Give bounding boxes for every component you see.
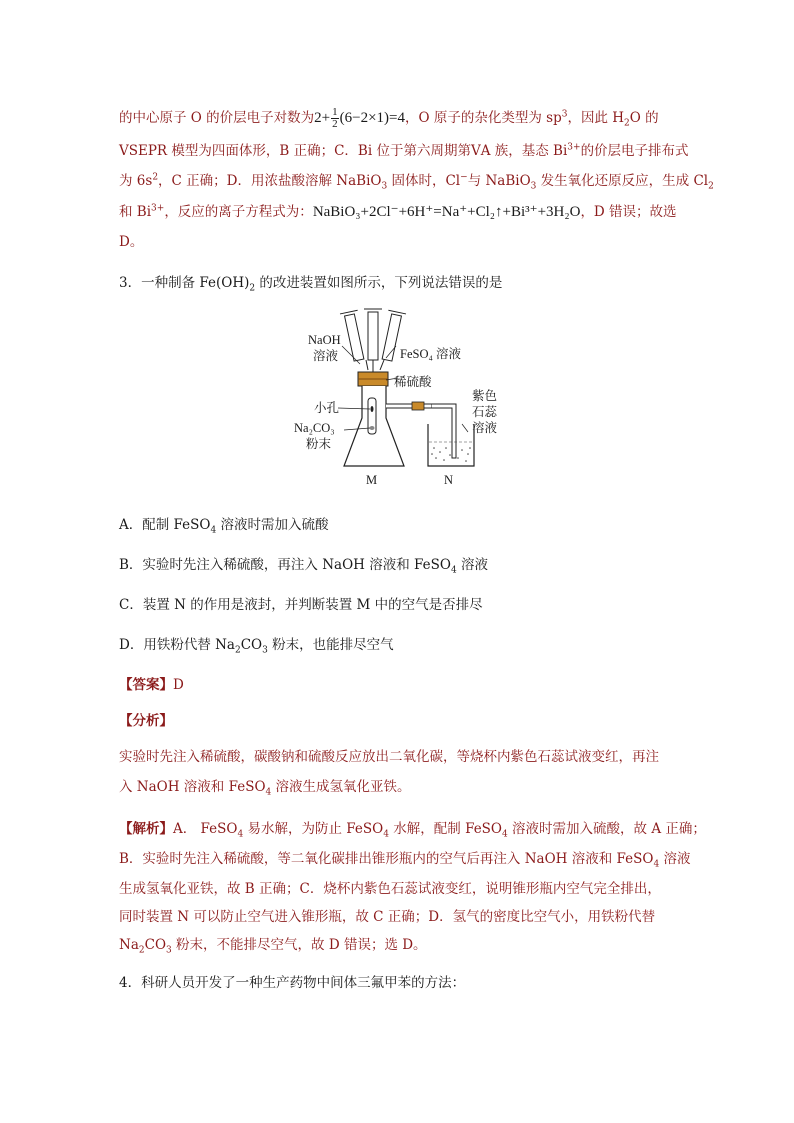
label-naoh: NaOH [308,333,341,347]
explanation-label: 【解析】 [119,821,173,837]
text-line-4: 和 $Bi^{3+}$，反应的离子方程式为：NaBiO₃+2Cl⁻+6H⁺=Na⁺+Cl₂↑+Bi³⁺+3H₂O，D 错误；故选 [119,203,677,220]
explanation-line-3: 生成氢氧化亚铁，故 B 正确；C．烧杯内紫色石蕊试液变红，说明锥形瓶内空气完全排出， [119,881,661,897]
ionic-equation: NaBiO₃+2Cl⁻+6H⁺=Na⁺+Cl₂↑+Bi³⁺+3H₂O [312,204,581,220]
explanation-line-2: B．实验时先注入稀硫酸，等二氧化碳排出锥形瓶内的空气后再注入 NaOH 溶液和 FeSO$_4$ 溶液 [119,851,691,870]
label-n: N [444,473,454,487]
analysis-line-1: 实验时先注入稀硫酸，碳酸钠和硫酸反应放出二氧化碳，等烧杯内紫色石蕊试液变红，再注 [119,749,659,765]
explanation-line-5: $Na_2CO_3$ 粉末，不能排尽空气，故 D 错误；选 D。 [119,937,427,956]
label-litmus-1: 紫色 [472,389,498,403]
label-small-hole: 小孔 [314,401,340,415]
label-powder: 粉末 [306,437,332,451]
question-3: 3．一种制备 $Fe(OH)_2$ 的改进装置如图所示，下列说法错误的是 [119,275,503,294]
option-c: C．装置 N 的作用是液封，并判断装置 M 中的空气是否排尽 [119,597,483,613]
option-d: D．用铁粉代替 $Na_2CO_3$ 粉末，也能排尽空气 [119,637,394,656]
label-litmus-2: 石蕊 [472,405,498,419]
analysis-line-2: 入 NaOH 溶液和 FeSO$_4$ 溶液生成氢氧化亚铁。 [119,779,411,798]
label-litmus-3: 溶液 [472,421,498,435]
explanation-line-1: 【解析】A． FeSO$_4$ 易水解，为防止 FeSO$_4$ 水解，配制 FeSO$_4$ 溶液时需加入硫酸，故 A 正确； [119,821,706,840]
label-naoh-solution: 溶液 [313,349,339,363]
text-line-5: D。 [119,234,144,250]
question-4: 4．科研人员开发了一种生产药物中间体三氟甲苯的方法： [119,975,466,991]
label-na2co3: Na₂CO₃ [294,421,335,435]
apparatus-figure [286,308,516,490]
analysis-label: 【分析】 [119,713,173,729]
text-line-3: 为 $6s^2$，C 正确；D．用浓盐酸溶解 NaBiO$_3$ 固体时，Cl−与 NaBiO$_3$ 发生氧化还原反应，生成 $Cl_2$ [119,172,714,192]
text-line-1: 的中心原子 O 的价层电子对数为2+ $\frac{1}{2}$ (6−2×1)=4，O 原子的杂化类型为 $sp^3$，因此 $H_2O$ 的 [119,106,659,130]
option-a: A．配制 FeSO$_4$ 溶液时需加入硫酸 [119,517,329,536]
label-feso4: FeSO₄ 溶液 [400,347,461,361]
answer [119,676,184,694]
label-dilute-acid: 稀硫酸 [394,375,432,389]
syringe-icon [340,309,406,372]
label-m: M [366,473,378,487]
answer-value: D [173,677,184,693]
explanation-line-4: 同时装置 N 可以防止空气进入锥形瓶，故 C 正确；D．氢气的密度比空气小，用铁粉代替 [119,909,656,925]
text-line-2: VSEPR 模型为四面体形，B 正确；C．Bi 位于第六周期第ⅤA 族，基态 $Bi^{3+}$的价层电子排布式 [119,142,689,159]
option-b: B．实验时先注入稀硫酸，再注入 NaOH 溶液和 FeSO$_4$ 溶液 [119,557,488,576]
vsepr-expression: 2+ $\frac{1}{2}$ (6−2×1)=4 [314,106,405,130]
answer-label: 【答案】 [119,677,173,693]
